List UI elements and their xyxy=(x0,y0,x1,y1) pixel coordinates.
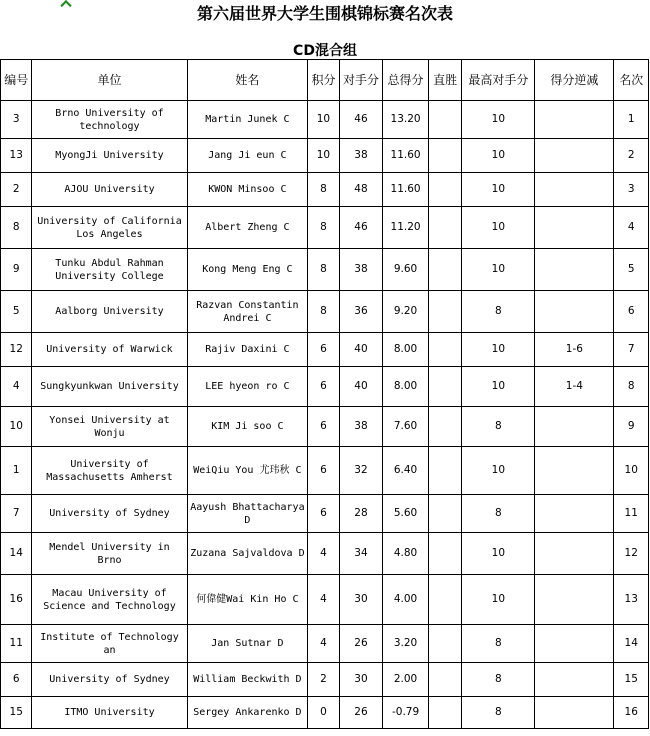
row-opponent-score: 30 xyxy=(339,663,383,697)
row-reverse-score xyxy=(535,407,614,447)
row-reverse-score xyxy=(535,249,614,291)
row-unit: Tunku Abdul Rahman University College xyxy=(32,249,187,291)
header-row xyxy=(1,60,649,101)
row-total-score: 11.20 xyxy=(383,207,429,249)
row-total-score: 8.00 xyxy=(383,333,429,367)
row-opponent-score: 26 xyxy=(339,697,383,729)
row-max-opponent-score: 10 xyxy=(462,447,535,495)
row-max-opponent-score: 10 xyxy=(462,249,535,291)
row-total-score: 2.00 xyxy=(383,663,429,697)
row-max-opponent-score: 10 xyxy=(462,207,535,249)
row-total-score: 3.20 xyxy=(383,625,429,663)
table-row xyxy=(1,291,649,333)
row-id: 9 xyxy=(1,249,32,291)
row-unit: ITMO University xyxy=(32,697,187,729)
row-name: Zuzana Sajvaldova D xyxy=(187,533,308,575)
row-reverse-score xyxy=(535,533,614,575)
row-opponent-score: 38 xyxy=(339,407,383,447)
row-total-score: 11.60 xyxy=(383,173,429,207)
row-rank: 12 xyxy=(614,533,649,575)
table-row xyxy=(1,533,649,575)
row-name: KIM Ji soo C xyxy=(187,407,308,447)
row-name: William Beckwith D xyxy=(187,663,308,697)
row-reverse-score xyxy=(535,447,614,495)
row-reverse-score xyxy=(535,697,614,729)
row-reverse-score: 1-4 xyxy=(535,367,614,407)
header-direct-win: 直胜 xyxy=(428,60,461,101)
row-reverse-score xyxy=(535,291,614,333)
row-reverse-score: 1-6 xyxy=(535,333,614,367)
row-name: Martin Junek C xyxy=(187,101,308,139)
group-subtitle: CD混合组 xyxy=(293,43,357,59)
row-direct-win xyxy=(428,697,461,729)
row-name: Jan Sutnar D xyxy=(187,625,308,663)
header-unit: 单位 xyxy=(32,60,187,101)
row-reverse-score xyxy=(535,663,614,697)
row-direct-win xyxy=(428,407,461,447)
row-reverse-score xyxy=(535,101,614,139)
row-max-opponent-score: 8 xyxy=(462,625,535,663)
row-direct-win xyxy=(428,575,461,625)
row-total-score: 11.60 xyxy=(383,139,429,173)
row-direct-win xyxy=(428,101,461,139)
row-total-score: 9.20 xyxy=(383,291,429,333)
table-row xyxy=(1,139,649,173)
row-reverse-score xyxy=(535,625,614,663)
page-title: 第六届世界大学生围棋锦标赛名次表 xyxy=(196,4,453,23)
row-points: 8 xyxy=(308,207,339,249)
row-name: LEE hyeon ro C xyxy=(187,367,308,407)
row-rank: 14 xyxy=(614,625,649,663)
row-direct-win xyxy=(428,249,461,291)
row-direct-win xyxy=(428,495,461,533)
row-points: 4 xyxy=(308,575,339,625)
header-rank: 名次 xyxy=(614,60,649,101)
row-max-opponent-score: 10 xyxy=(462,533,535,575)
row-reverse-score xyxy=(535,139,614,173)
row-unit: AJOU University xyxy=(32,173,187,207)
row-rank: 15 xyxy=(614,663,649,697)
row-id: 5 xyxy=(1,291,32,333)
table-row xyxy=(1,249,649,291)
row-unit: Aalborg University xyxy=(32,291,187,333)
row-unit: Institute of Technology an xyxy=(32,625,187,663)
row-rank: 7 xyxy=(614,333,649,367)
row-id: 4 xyxy=(1,367,32,407)
row-id: 12 xyxy=(1,333,32,367)
row-total-score: 7.60 xyxy=(383,407,429,447)
row-max-opponent-score: 8 xyxy=(462,663,535,697)
row-reverse-score xyxy=(535,173,614,207)
row-rank: 13 xyxy=(614,575,649,625)
row-id: 1 xyxy=(1,447,32,495)
row-unit: MyongJi University xyxy=(32,139,187,173)
row-direct-win xyxy=(428,291,461,333)
row-unit: University of Sydney xyxy=(32,495,187,533)
row-id: 10 xyxy=(1,407,32,447)
row-total-score: 4.00 xyxy=(383,575,429,625)
row-id: 14 xyxy=(1,533,32,575)
row-opponent-score: 26 xyxy=(339,625,383,663)
row-opponent-score: 40 xyxy=(339,367,383,407)
table-row xyxy=(1,447,649,495)
row-name: 何偉健Wai Kin Ho C xyxy=(187,575,308,625)
header-total-score: 总得分 xyxy=(383,60,429,101)
row-id: 3 xyxy=(1,101,32,139)
row-unit: Yonsei University at Wonju xyxy=(32,407,187,447)
row-name: KWON Minsoo C xyxy=(187,173,308,207)
row-points: 4 xyxy=(308,533,339,575)
table-row xyxy=(1,407,649,447)
header-id: 编号 xyxy=(1,60,32,101)
row-points: 6 xyxy=(308,447,339,495)
row-unit: University of Sydney xyxy=(32,663,187,697)
row-rank: 2 xyxy=(614,139,649,173)
row-id: 16 xyxy=(1,575,32,625)
row-reverse-score xyxy=(535,495,614,533)
row-unit: University of Massachusetts Amherst xyxy=(32,447,187,495)
header-opponent-score: 对手分 xyxy=(339,60,383,101)
table-row xyxy=(1,663,649,697)
row-total-score: 5.60 xyxy=(383,495,429,533)
row-opponent-score: 46 xyxy=(339,207,383,249)
row-opponent-score: 38 xyxy=(339,139,383,173)
row-direct-win xyxy=(428,533,461,575)
row-opponent-score: 40 xyxy=(339,333,383,367)
row-direct-win xyxy=(428,625,461,663)
table-row xyxy=(1,207,649,249)
row-total-score: 13.20 xyxy=(383,101,429,139)
row-points: 10 xyxy=(308,101,339,139)
row-id: 7 xyxy=(1,495,32,533)
row-points: 8 xyxy=(308,173,339,207)
row-points: 8 xyxy=(308,249,339,291)
table-row xyxy=(1,367,649,407)
row-rank: 6 xyxy=(614,291,649,333)
row-max-opponent-score: 10 xyxy=(462,139,535,173)
ranking-table xyxy=(0,59,649,729)
row-points: 10 xyxy=(308,139,339,173)
row-unit: University of California Los Angeles xyxy=(32,207,187,249)
row-max-opponent-score: 8 xyxy=(462,407,535,447)
row-id: 6 xyxy=(1,663,32,697)
row-rank: 4 xyxy=(614,207,649,249)
row-max-opponent-score: 10 xyxy=(462,367,535,407)
row-unit: University of Warwick xyxy=(32,333,187,367)
row-unit: Sungkyunkwan University xyxy=(32,367,187,407)
row-opponent-score: 30 xyxy=(339,575,383,625)
row-rank: 1 xyxy=(614,101,649,139)
row-total-score: 6.40 xyxy=(383,447,429,495)
table-row xyxy=(1,625,649,663)
row-unit: Mendel University in Brno xyxy=(32,533,187,575)
row-rank: 11 xyxy=(614,495,649,533)
row-points: 6 xyxy=(308,333,339,367)
row-name: Rajiv Daxini C xyxy=(187,333,308,367)
row-rank: 3 xyxy=(614,173,649,207)
row-points: 6 xyxy=(308,367,339,407)
row-max-opponent-score: 10 xyxy=(462,101,535,139)
header-points: 积分 xyxy=(308,60,339,101)
row-id: 15 xyxy=(1,697,32,729)
row-max-opponent-score: 10 xyxy=(462,575,535,625)
row-rank: 8 xyxy=(614,367,649,407)
row-direct-win xyxy=(428,139,461,173)
row-id: 13 xyxy=(1,139,32,173)
row-direct-win xyxy=(428,663,461,697)
row-max-opponent-score: 8 xyxy=(462,697,535,729)
row-max-opponent-score: 10 xyxy=(462,173,535,207)
row-opponent-score: 48 xyxy=(339,173,383,207)
row-opponent-score: 34 xyxy=(339,533,383,575)
header-name: 姓名 xyxy=(187,60,308,101)
row-rank: 5 xyxy=(614,249,649,291)
row-id: 8 xyxy=(1,207,32,249)
row-opponent-score: 36 xyxy=(339,291,383,333)
row-total-score: 9.60 xyxy=(383,249,429,291)
row-rank: 10 xyxy=(614,447,649,495)
row-total-score: 4.80 xyxy=(383,533,429,575)
row-points: 0 xyxy=(308,697,339,729)
row-id: 11 xyxy=(1,625,32,663)
row-direct-win xyxy=(428,367,461,407)
row-unit: Macau University of Science and Technology xyxy=(32,575,187,625)
table-row xyxy=(1,495,649,533)
row-reverse-score xyxy=(535,575,614,625)
row-max-opponent-score: 8 xyxy=(462,291,535,333)
row-direct-win xyxy=(428,173,461,207)
row-name: Kong Meng Eng C xyxy=(187,249,308,291)
row-name: WeiQiu You 尤玮秋 C xyxy=(187,447,308,495)
row-points: 8 xyxy=(308,291,339,333)
table-row xyxy=(1,575,649,625)
row-max-opponent-score: 8 xyxy=(462,495,535,533)
row-opponent-score: 46 xyxy=(339,101,383,139)
row-name: Jang Ji eun C xyxy=(187,139,308,173)
row-opponent-score: 38 xyxy=(339,249,383,291)
row-opponent-score: 32 xyxy=(339,447,383,495)
header-reverse-score: 得分逆减 xyxy=(535,60,614,101)
row-opponent-score: 28 xyxy=(339,495,383,533)
row-reverse-score xyxy=(535,207,614,249)
row-max-opponent-score: 10 xyxy=(462,333,535,367)
row-direct-win xyxy=(428,447,461,495)
row-name: Aayush Bhattacharya D xyxy=(187,495,308,533)
row-points: 6 xyxy=(308,407,339,447)
row-points: 6 xyxy=(308,495,339,533)
row-id: 2 xyxy=(1,173,32,207)
row-points: 4 xyxy=(308,625,339,663)
table-row xyxy=(1,697,649,729)
row-name: Razvan Constantin Andrei C xyxy=(187,291,308,333)
header-max-opponent-score: 最高对手分 xyxy=(462,60,535,101)
table-row xyxy=(1,173,649,207)
row-name: Sergey Ankarenko D xyxy=(187,697,308,729)
row-rank: 9 xyxy=(614,407,649,447)
row-name: Albert Zheng C xyxy=(187,207,308,249)
row-unit: Brno University of technology xyxy=(32,101,187,139)
row-total-score: 8.00 xyxy=(383,367,429,407)
row-total-score: -0.79 xyxy=(383,697,429,729)
row-direct-win xyxy=(428,207,461,249)
row-direct-win xyxy=(428,333,461,367)
row-rank: 16 xyxy=(614,697,649,729)
table-row xyxy=(1,101,649,139)
row-points: 2 xyxy=(308,663,339,697)
table-row xyxy=(1,333,649,367)
